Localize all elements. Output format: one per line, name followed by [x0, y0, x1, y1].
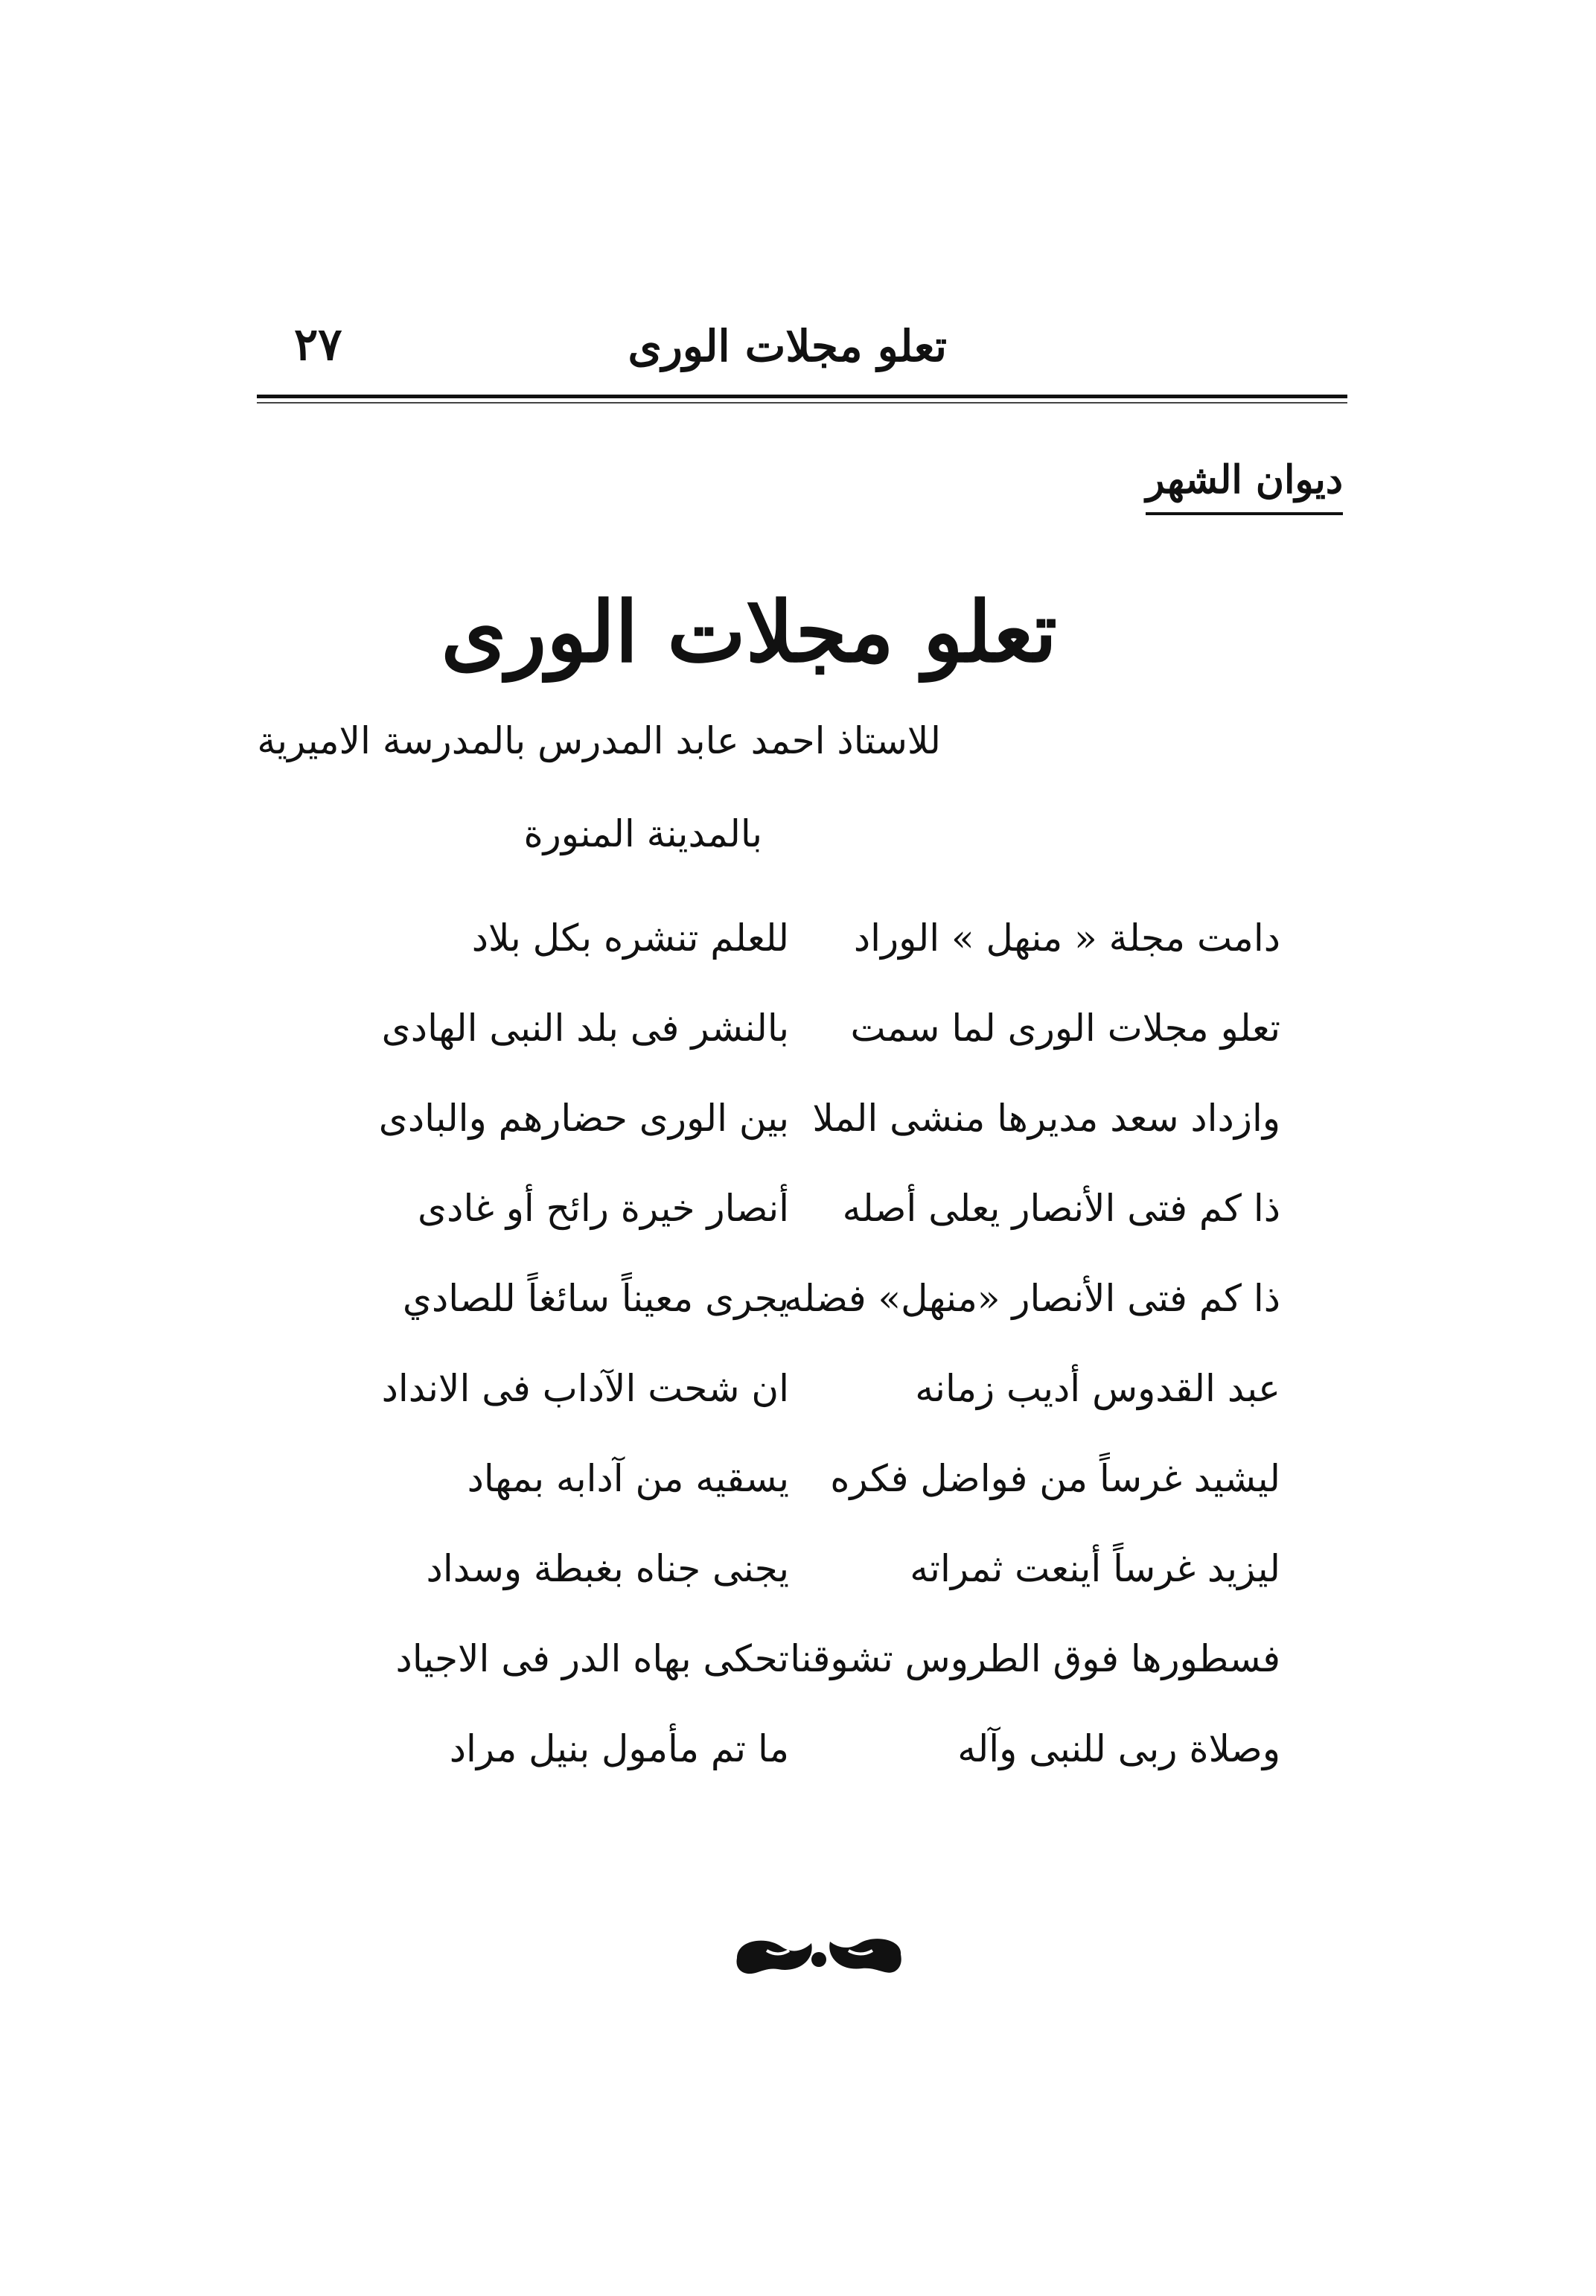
- verse-first-half: وازداد سعد مديرها منشى الملا: [812, 1097, 1280, 1140]
- verse: [342, 1355, 1280, 1445]
- header-rule: [257, 395, 1347, 398]
- verse-first-half: ليزيد غرساً أينعت ثمراته: [910, 1547, 1280, 1590]
- verse-second-half: أنصار خيرة رائح أو غادى: [418, 1187, 789, 1230]
- verse: [342, 1535, 1280, 1625]
- verse-second-half: يجنى جناه بغبطة وسداد: [426, 1547, 789, 1590]
- verse-second-half: يسقيه من آدابه بمهاد: [467, 1457, 789, 1500]
- verse: [342, 1175, 1280, 1265]
- verse-second-half: ما تم مأمول بنيل مراد: [449, 1727, 789, 1770]
- poem-byline: للاستاذ احمد عابد المدرس بالمدرسة الاميرية: [257, 719, 941, 762]
- verse-first-half: وصلاة ربى للنبى وآله: [957, 1727, 1280, 1770]
- poem-verses: [342, 905, 1280, 1805]
- verse-second-half: بالنشر فى بلد النبى الهادى: [381, 1007, 789, 1050]
- header-rule-thin: [257, 402, 1347, 404]
- verse-second-half: تحكى بهاه الدر فى الاجياد: [395, 1637, 789, 1680]
- verse-second-half: يجرى معيناً سائغاً للصادي: [402, 1277, 789, 1320]
- page-number: ٢٧: [294, 319, 342, 371]
- verse: [342, 1715, 1280, 1805]
- verse: [342, 1085, 1280, 1175]
- end-ornament-icon: [722, 1921, 916, 1988]
- verse-first-half: ذا كم فتى الأنصار «منهل» فضله: [783, 1277, 1280, 1320]
- poem-title: تعلو مجلات الورى: [441, 584, 1057, 681]
- verse-first-half: عبد القدوس أديب زمانه: [915, 1367, 1280, 1410]
- verse: [342, 995, 1280, 1085]
- verse: [342, 1625, 1280, 1715]
- verse-first-half: تعلو مجلات الورى لما سمت: [850, 1007, 1280, 1050]
- running-title: تعلو مجلات الورى: [628, 321, 947, 371]
- verse: [342, 1265, 1280, 1355]
- section-label: ديوان الشهر: [1146, 454, 1343, 515]
- verse: [342, 1445, 1280, 1535]
- verse: [342, 905, 1280, 995]
- verse-first-half: دامت مجلة « منهل » الوراد: [853, 916, 1280, 960]
- verse-first-half: فسطورها فوق الطروس تشوقنا: [790, 1637, 1280, 1680]
- verse-second-half: للعلم تنشره بكل بلاد: [471, 916, 789, 960]
- running-head: [0, 313, 1596, 380]
- verse-first-half: ليشيد غرساً من فواضل فكره: [830, 1457, 1280, 1500]
- verse-second-half: ان شحت الآداب فى الانداد: [381, 1367, 789, 1410]
- poem-byline-location: بالمدينة المنورة: [523, 812, 762, 855]
- verse-first-half: ذا كم فتى الأنصار يعلى أصله: [842, 1187, 1280, 1230]
- verse-second-half: بين الورى حضارهم والبادى: [378, 1097, 789, 1140]
